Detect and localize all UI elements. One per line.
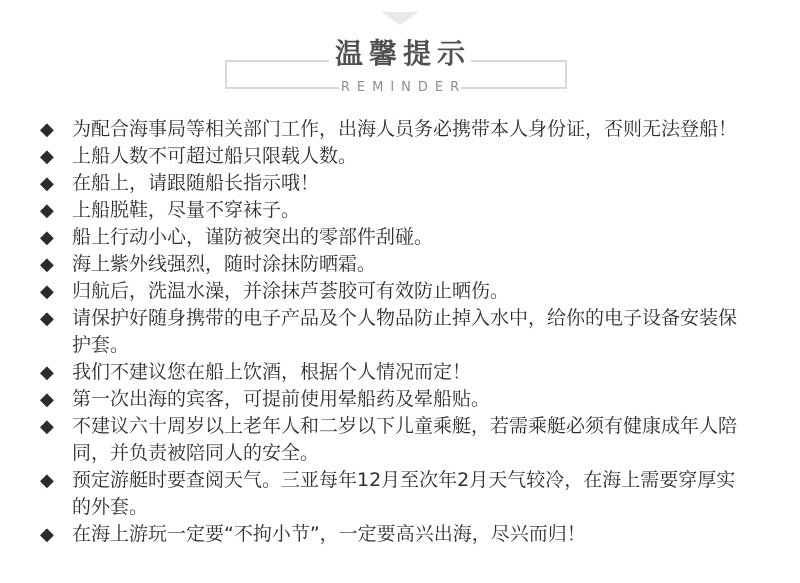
- diamond-bullet-icon: ◆: [40, 362, 54, 383]
- diamond-bullet-icon: ◆: [40, 227, 54, 248]
- list-item: [40, 359, 770, 386]
- list-item: [40, 224, 770, 251]
- list-item-text: 上船脱鞋，尽量不穿袜子。: [72, 199, 301, 221]
- down-triangle-icon: [381, 12, 419, 25]
- list-item-text: 第一次出海的宾客，可提前使用晕船药及晕船贴。: [72, 388, 491, 410]
- list-item-text: 为配合海事局等相关部门工作，出海人员务必携带本人身份证，否则无法登船！: [72, 118, 738, 140]
- diamond-bullet-icon: ◆: [40, 416, 54, 437]
- diamond-bullet-icon: ◆: [40, 470, 54, 491]
- list-item-text: 归航后，洗温水澡，并涂抹芦荟胶可有效防止晒伤。: [72, 280, 510, 302]
- diamond-bullet-icon: ◆: [40, 281, 54, 302]
- diamond-bullet-icon: ◆: [40, 389, 54, 410]
- diamond-bullet-icon: ◆: [40, 524, 54, 545]
- list-item-text: 上船人数不可超过船只限载人数。: [72, 145, 358, 167]
- list-item-text: 预定游艇时要查阅天气。三亚每年12月至次年2月天气较冷，在海上需要穿厚实: [72, 469, 736, 491]
- list-item: [40, 170, 770, 197]
- list-item-text: 护套。: [72, 334, 130, 356]
- list-item: [40, 413, 770, 467]
- list-item: [40, 386, 770, 413]
- list-item: [40, 521, 770, 548]
- list-item: [40, 251, 770, 278]
- diamond-bullet-icon: ◆: [40, 173, 54, 194]
- diamond-bullet-icon: ◆: [40, 146, 54, 167]
- list-item: [40, 278, 770, 305]
- list-item: [40, 467, 770, 521]
- diamond-bullet-icon: ◆: [40, 119, 54, 140]
- list-item-text: 在船上，请跟随船长指示哦！: [72, 172, 320, 194]
- list-item-text: 我们不建议您在船上饮酒，根据个人情况而定！: [72, 361, 472, 383]
- list-item: [40, 116, 770, 143]
- diamond-bullet-icon: ◆: [40, 254, 54, 275]
- page-subtitle: REMINDER: [340, 80, 467, 95]
- list-item-text: 同，并负责被陪同人的安全。: [72, 442, 320, 464]
- list-item-text: 船上行动小心，谨防被突出的零部件刮碰。: [72, 226, 434, 248]
- list-item-text: 请保护好随身携带的电子产品及个人物品防止掉入水中，给你的电子设备安装保: [72, 307, 738, 329]
- list-item: [40, 197, 770, 224]
- tips-list: [40, 116, 770, 548]
- list-item-text: 在海上游玩一定要“不拘小节”，一定要高兴出海，尽兴而归！: [72, 523, 586, 545]
- diamond-bullet-icon: ◆: [40, 200, 54, 221]
- page-title: 温馨提示: [334, 37, 471, 70]
- list-item-text: 不建议六十周岁以上老年人和二岁以下儿童乘艇，若需乘艇必须有健康成年人陪: [72, 415, 738, 437]
- list-item: [40, 143, 770, 170]
- list-item: [40, 305, 770, 359]
- list-item-text: 的外套。: [72, 496, 149, 518]
- diamond-bullet-icon: ◆: [40, 308, 54, 329]
- list-item-text: 海上紫外线强烈，随时涂抹防晒霜。: [72, 253, 377, 275]
